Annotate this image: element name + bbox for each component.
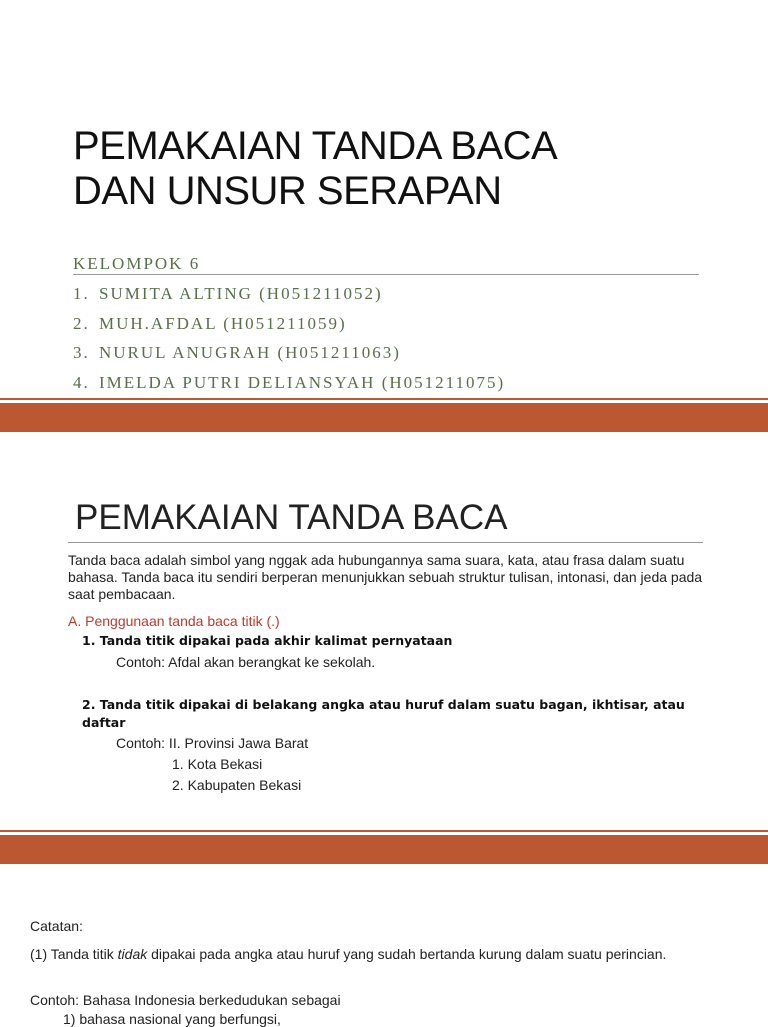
member-name: IMELDA PUTRI DELIANSYAH (H051211075) xyxy=(99,372,506,392)
member-name: MUH.AFDAL (H051211059) xyxy=(99,313,347,333)
slide-separator-band xyxy=(0,835,768,864)
member-number: 2. xyxy=(73,313,90,333)
rule-point-1: 1. Tanda titik dipakai pada akhir kalimat pernyataan xyxy=(82,633,453,648)
member-list xyxy=(73,284,505,402)
divider xyxy=(68,542,703,543)
divider xyxy=(73,274,699,275)
title-line-2: DAN UNSUR SERAPAN xyxy=(73,169,502,213)
rule-point-2: 2. Tanda titik dipakai di belakang angka atau huruf dalam suatu bagan, ikhtisar, atau daftar xyxy=(82,697,685,730)
member-number: 4. xyxy=(73,372,90,392)
note-text: (1) Tanda titik xyxy=(30,946,118,962)
title-line-1: PEMAKAIAN TANDA BACA xyxy=(73,124,558,168)
slide-separator-band xyxy=(0,403,768,432)
member-name: NURUL ANUGRAH (H051211063) xyxy=(99,343,401,362)
example-2-item: 1. Kota Bekasi xyxy=(172,756,263,772)
note-paragraph xyxy=(30,946,710,963)
note-text: dipakai pada angka atau huruf yang sudah bertanda kurung dalam suatu perincian. xyxy=(147,946,667,962)
member-item xyxy=(73,343,505,373)
note-list-item: 1) bahasa nasional yang berfungsi, xyxy=(63,1011,281,1027)
member-item xyxy=(73,314,505,344)
member-number: 3. xyxy=(73,343,90,362)
note-heading: Catatan: xyxy=(30,918,83,934)
member-number: 1. xyxy=(73,284,90,303)
member-item xyxy=(73,284,505,314)
example-2-item: 2. Kabupaten Bekasi xyxy=(172,777,302,793)
intro-paragraph: Tanda baca adalah simbol yang nggak ada hubungannya sama suara, kata, atau frasa dalam suatu bahasa. Tanda baca itu sendiri berperan menunjukkan sebuah struktur tulisan, intonasi, dan jeda pada saat pembacaan. xyxy=(68,552,703,602)
note-emphasis: tidak xyxy=(117,946,148,962)
member-name: SUMITA ALTING (H051211052) xyxy=(99,284,383,303)
group-label: KELOMPOK 6 xyxy=(73,254,201,273)
slide-separator-top-line xyxy=(0,398,768,400)
slide-title: PEMAKAIAN TANDA BACA xyxy=(75,498,508,537)
note-example: Contoh: Bahasa Indonesia berkedudukan sebagai xyxy=(30,992,341,1008)
example-1: Contoh: Afdal akan berangkat ke sekolah. xyxy=(116,654,376,670)
section-heading: A. Penggunaan tanda baca titik (.) xyxy=(68,613,280,629)
example-2: Contoh: II. Provinsi Jawa Barat xyxy=(116,735,309,751)
slide-separator-top-line xyxy=(0,830,768,832)
slide-title xyxy=(73,124,557,214)
